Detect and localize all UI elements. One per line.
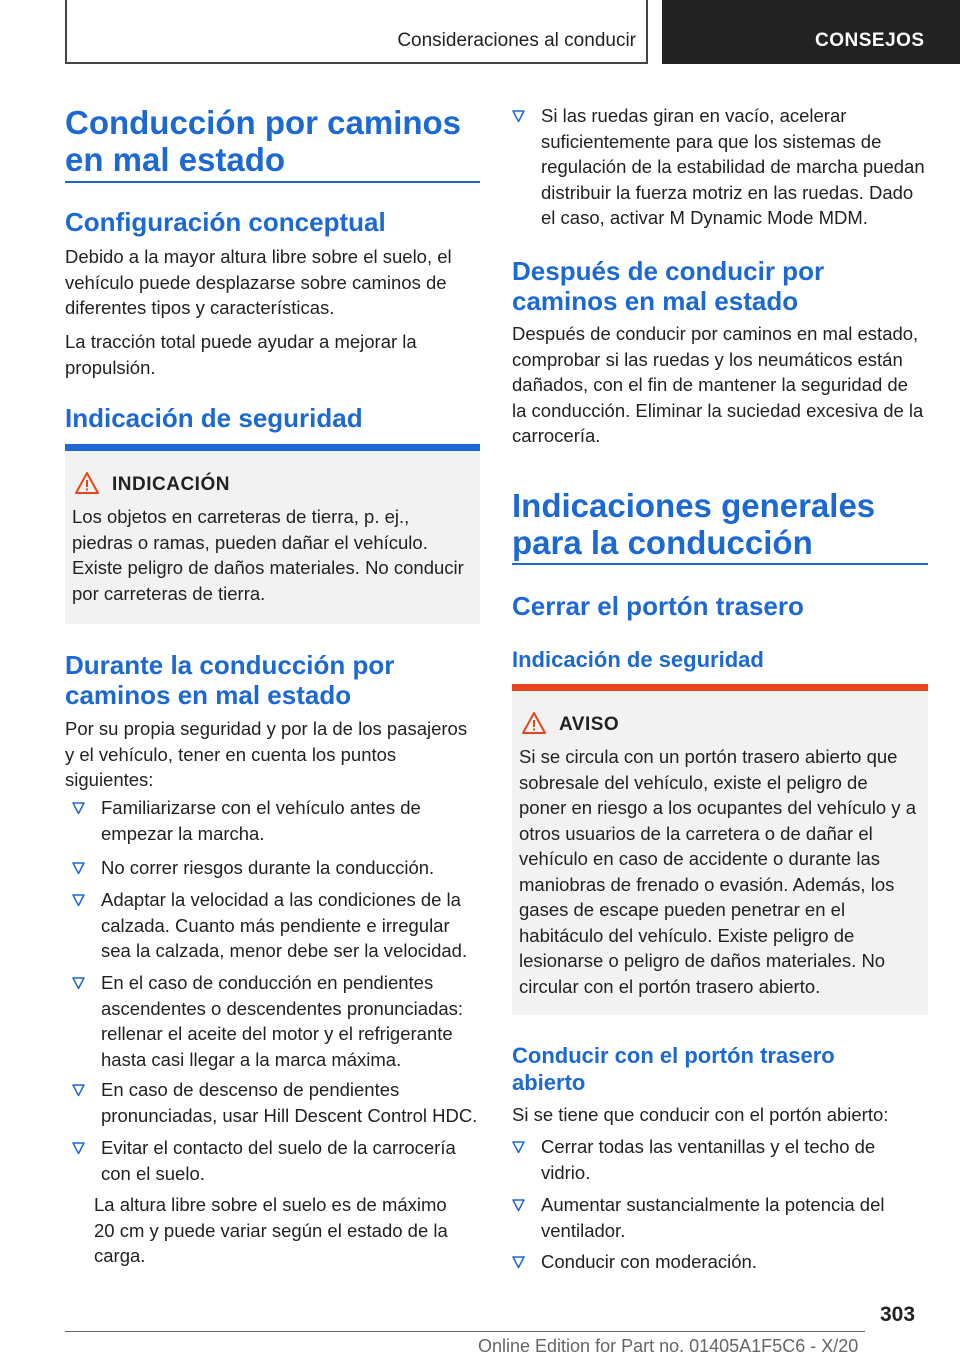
tailgate-safety-heading: Indicación de seguridad [512,647,764,672]
open-tailgate-intro: Si se tiene que conducir con el portón abierto: [512,1104,889,1125]
bullet-text: Adaptar la velocidad a las condiciones de la calzada. Cuanto más pendiente e irregular sea la calzada, menor debe ser la velocidad. [101,889,468,961]
bullet-triangle-icon [512,1199,525,1212]
bullet-triangle-icon [512,110,525,123]
page-number: 303 [880,1303,916,1326]
bullet-note: La altura libre sobre el suelo es de máximo 20 cm y puede variar según el estado de la carga. [94,1194,448,1266]
general-title-rule [512,563,928,565]
notice-bar [65,444,480,451]
bullet-triangle-icon [72,1142,85,1155]
warning-title: AVISO [559,714,620,735]
general-title: Indicaciones generales para la conducción [512,487,876,561]
warning-triangle-icon [75,472,99,494]
bullet-text: No correr riesgos durante la conducción. [101,857,435,878]
bullet-text: Aumentar sustancialmente la potencia del ventilador. [541,1194,885,1241]
during-heading: Durante la conducción por caminos en mal estado [65,650,395,710]
concept-paragraph-1: Debido a la mayor altura libre sobre el suelo, el vehículo puede desplazarse sobre caminos de diferentes tipos y características. [65,246,452,318]
footer-rule [65,1331,865,1332]
bullet-text: En el caso de conducción en pendientes ascendentes o descendentes pronunciadas: rellenar el aceite del motor y el refrigerante hasta casi llegar a la marca máxima. [101,972,464,1070]
bullet-triangle-icon [512,1256,525,1269]
bullet-text: Familiarizarse con el vehículo antes de empezar la marcha. [101,797,421,844]
bullet-triangle-icon [512,1141,525,1154]
footer-edition: Online Edition for Part no. 01405A1F5C6 - X/20 [478,1336,859,1356]
bullet-text: Conducir con moderación. [541,1251,757,1272]
warning-text: Si se circula con un portón trasero abierto que sobresale del vehículo, existe el peligro de poner en riesgo a los ocupantes del vehículo y a otros usuarios de la carretera o de dañar el vehículo en caso de accidente o durante las maniobras de frenado o evasión. Además, los gases de escape pueden penetrar en el habitáculo del vehículo. Existe peligro de lesionarse o peligro de daños materiales. No circular con el portón trasero abierto. [519,746,916,997]
bullet-triangle-icon [72,894,85,907]
bullet-triangle-icon [72,977,85,990]
title-rule [65,181,480,183]
open-tailgate-heading: Conducir con el portón trasero abierto [512,1043,835,1095]
bullet-triangle-icon [72,802,85,815]
page-title: Conducción por caminos en mal estado [65,104,462,178]
warning-triangle-icon [522,712,546,734]
bullet-text: Cerrar todas las ventanillas y el techo de vidrio. [541,1136,876,1183]
bullet-triangle-icon [72,1084,85,1097]
after-heading: Después de conducir por caminos en mal estado [512,256,825,316]
header-chapter-tab [662,0,960,64]
bullet-text: Si las ruedas giran en vacío, acelerar suficientemente para que los sistemas de regulación de la estabilidad de marcha puedan distribuir la fuerza motriz en las ruedas. Dado el caso, activar M Dynamic Mode MDM. [541,105,925,228]
warning-box [512,684,928,1015]
header-section-title: Consideraciones al conducir [397,30,636,51]
header-section-tab [65,0,648,64]
during-intro: Por su propia seguridad y por la de los pasajeros y el vehículo, tener en cuenta los puntos siguientes: [65,718,468,790]
warning-bar [512,684,928,691]
notice-text: Los objetos en carreteras de tierra, p. ej., piedras o ramas, pueden dañar el vehículo. Existe peligro de daños materiales. No conducir por carreteras de tierra. [72,506,464,604]
tailgate-heading: Cerrar el portón trasero [512,591,804,621]
bullet-text: En caso de descenso de pendientes pronunciadas, usar Hill Descent Control HDC. [101,1079,478,1126]
header-chapter-title: CONSEJOS [815,30,925,51]
notice-title: INDICACIÓN [112,474,230,495]
concept-paragraph-2: La tracción total puede ayudar a mejorar la propulsión. [65,331,417,378]
bullet-text: Evitar el contacto del suelo de la carrocería con el suelo. [101,1137,456,1184]
bullet-triangle-icon [72,862,85,875]
after-text: Después de conducir por caminos en mal estado, comprobar si las ruedas y los neumáticos están dañados, con el fin de mantener la seguridad de la conducción. Eliminar la suciedad excesiva de la carrocería. [512,323,924,446]
safety-heading: Indicación de seguridad [65,403,363,433]
notice-box [65,444,480,624]
concept-heading: Configuración conceptual [65,207,386,237]
